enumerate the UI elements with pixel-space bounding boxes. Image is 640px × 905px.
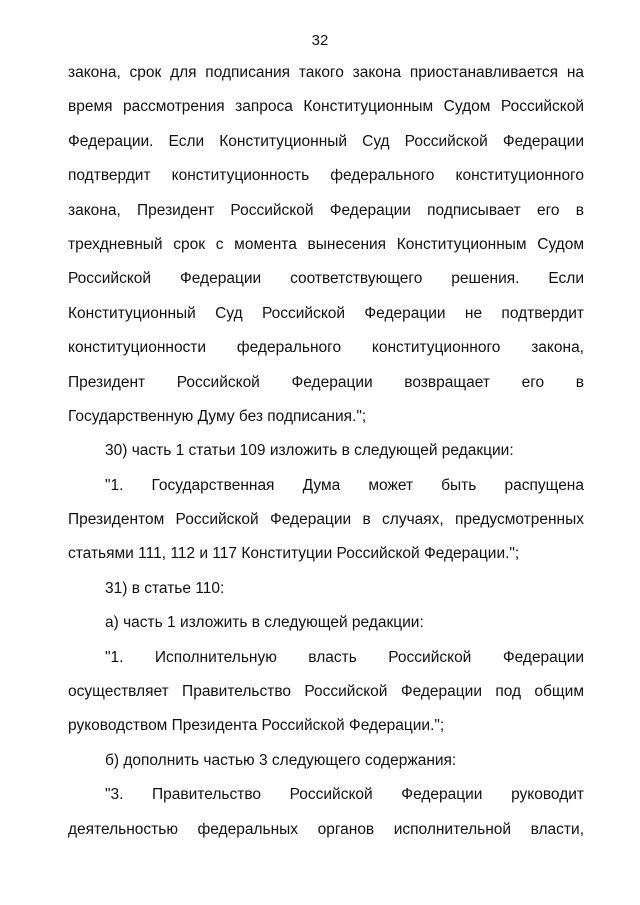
text-line: статьями 111, 112 и 117 Конституции Российской Федерации."; [68, 545, 520, 563]
text-line: "1. Государственная Дума может быть распущена [105, 476, 584, 494]
text-line: подтвердит конституционность федерального конституционного [68, 167, 584, 185]
text-line: трехдневный срок с момента вынесения Конституционным Судом [68, 235, 584, 253]
text-line: а) часть 1 изложить в следующей редакции: [105, 614, 424, 632]
text-line: деятельностью федеральных органов исполнительной власти, [68, 820, 584, 838]
text-line: Президент Российской Федерации возвращает его в [68, 373, 584, 391]
text-line: время рассмотрения запроса Конституционным Судом Российской [68, 98, 584, 116]
text-line: "3. Правительство Российской Федерации руководит [105, 786, 584, 804]
text-line: Российской Федерации соответствующего решения. Если [68, 270, 584, 288]
text-line: Федерации. Если Конституционный Суд Российской Федерации [68, 132, 584, 150]
text-line: закона, Президент Российской Федерации подписывает его в [68, 201, 584, 219]
text-line: осуществляет Правительство Российской Федерации под общим [68, 683, 584, 701]
text-line: "1. Исполнительную власть Российской Федерации [105, 648, 584, 666]
page-number: 32 [311, 32, 329, 49]
text-line: закона, срок для подписания такого закона приостанавливается на [68, 64, 584, 81]
text-line: б) дополнить частью 3 следующего содержания: [105, 751, 457, 769]
document-body [68, 62, 584, 853]
text-line: Государственную Думу без подписания."; [68, 407, 367, 425]
text-line: 31) в статье 110: [105, 579, 225, 597]
text-line: Конституционный Суд Российской Федерации не подтвердит [68, 304, 584, 322]
text-line: конституционности федерального конституционного закона, [68, 339, 584, 357]
text-line: руководством Президента Российской Федерации."; [68, 717, 445, 735]
text-line: 30) часть 1 статьи 109 изложить в следующей редакции: [105, 442, 514, 460]
text-line: Президентом Российской Федерации в случаях, предусмотренных [68, 511, 584, 529]
